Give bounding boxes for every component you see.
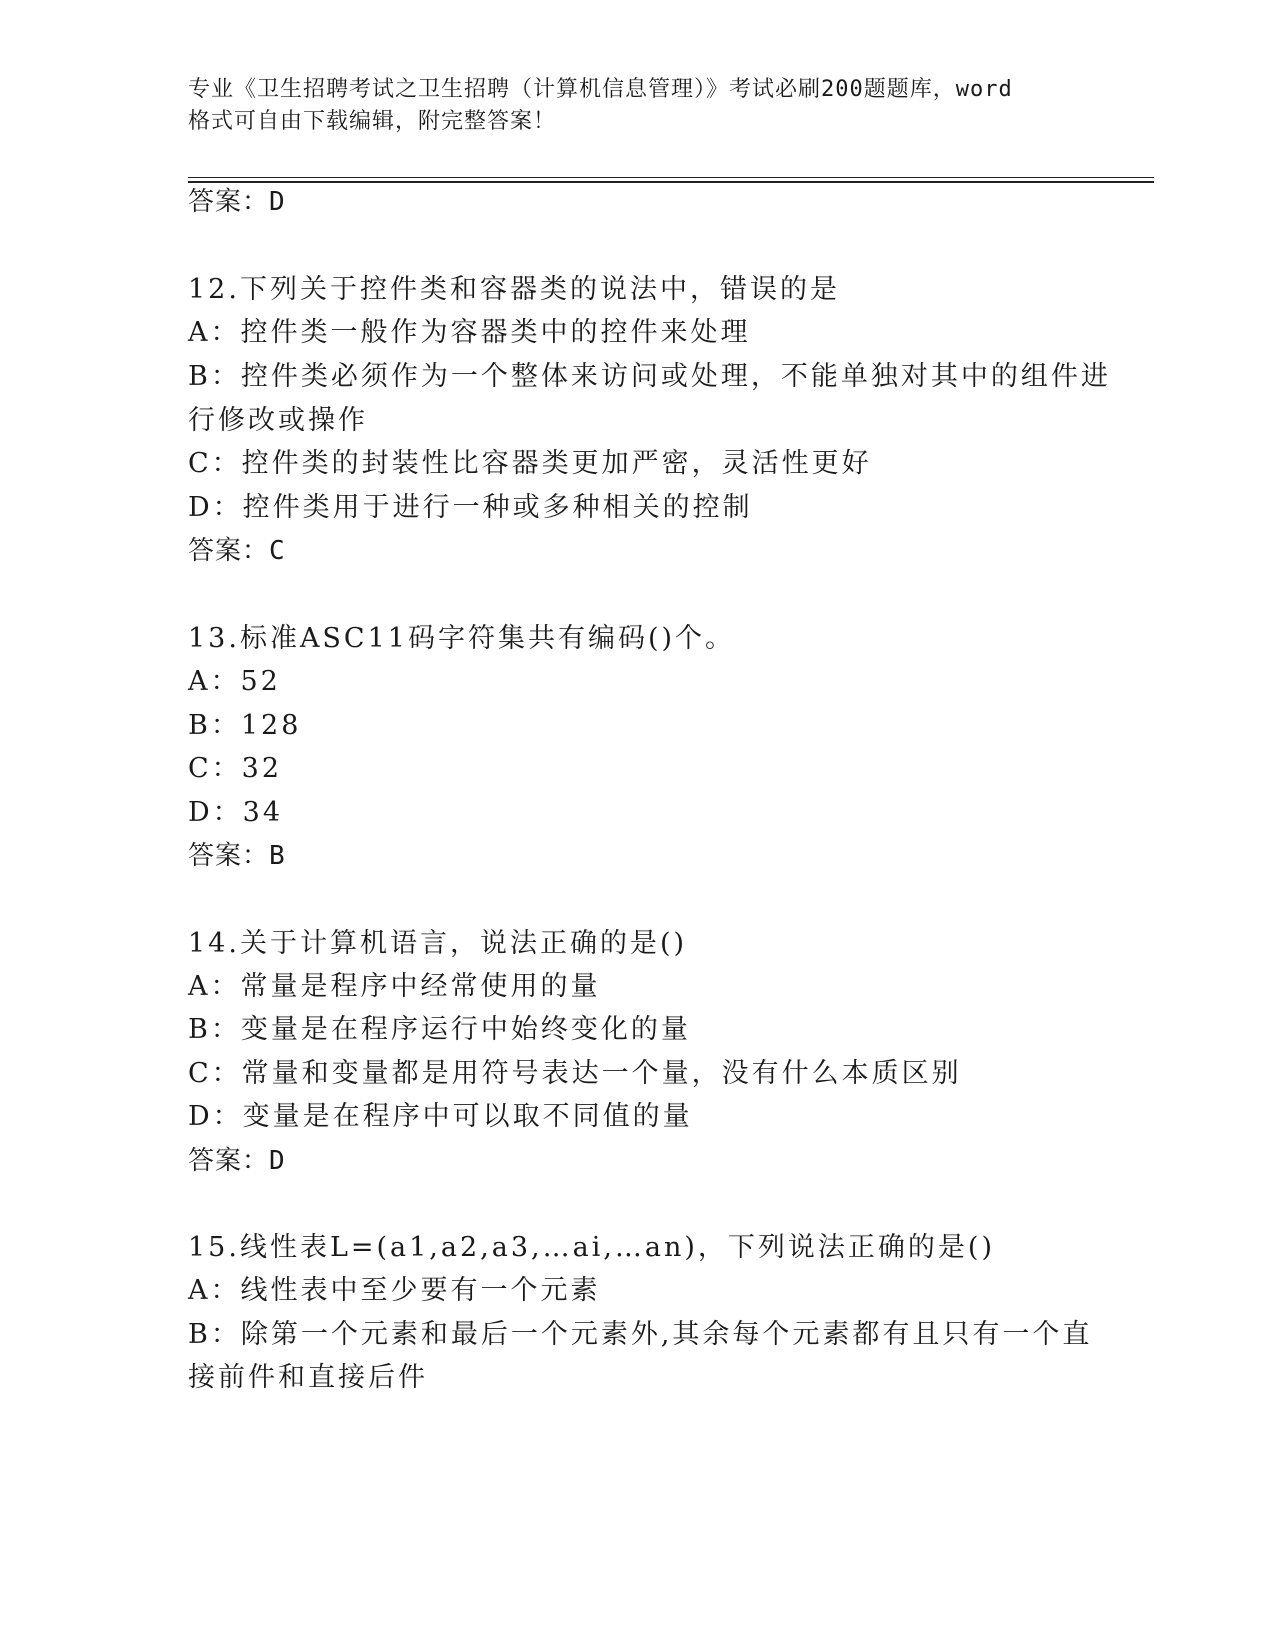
question-13-option-d: D：34 <box>188 797 284 828</box>
question-13-answer: 答案：B <box>188 841 286 871</box>
question-15-stem: 15.线性表L=(a1,a2,a3,…ai,…an)，下列说法正确的是() <box>188 1232 996 1263</box>
question-14-option-a: A：常量是程序中经常使用的量 <box>188 971 601 1002</box>
question-14-option-b: B：变量是在程序运行中始终变化的量 <box>188 1014 691 1045</box>
question-13-option-b: B：128 <box>188 710 302 741</box>
previous-answer: 答案：D <box>188 187 286 217</box>
header-divider-thin <box>188 177 1154 178</box>
question-12-option-b: B：控件类必须作为一个整体来访问或处理，不能单独对其中的组件进 <box>188 361 1111 392</box>
question-14-stem: 14.关于计算机语言，说法正确的是() <box>188 928 688 959</box>
question-12-option-c: C：控件类的封装性比容器类更加严密，灵活性更好 <box>188 448 872 479</box>
question-12-answer: 答案：C <box>188 536 286 566</box>
header-line-2: 格式可自由下载编辑，附完整答案！ <box>188 109 557 134</box>
question-15-option-a: A：线性表中至少要有一个元素 <box>188 1275 601 1306</box>
question-14-option-c: C：常量和变量都是用符号表达一个量，没有什么本质区别 <box>188 1058 962 1089</box>
question-12-option-a: A：控件类一般作为容器类中的控件来处理 <box>188 317 751 348</box>
question-13-option-c: C：32 <box>188 753 283 784</box>
header-line-1: 专业《卫生招聘考试之卫生招聘（计算机信息管理）》考试必刷200题题库，word <box>188 77 1013 102</box>
document-header <box>188 74 1088 138</box>
question-14-option-d: D：变量是在程序中可以取不同值的量 <box>188 1101 693 1132</box>
question-12-stem: 12.下列关于控件类和容器类的说法中，错误的是 <box>188 274 840 305</box>
header-divider-thick <box>188 181 1154 183</box>
question-13-option-a: A：52 <box>188 666 281 697</box>
question-12-option-d: D：控件类用于进行一种或多种相关的控制 <box>188 492 753 523</box>
question-12-option-b-cont: 行修改或操作 <box>188 405 368 436</box>
question-13-stem: 13.标准ASC11码字符集共有编码()个。 <box>188 623 736 654</box>
question-15-option-b: B：除第一个元素和最后一个元素外,其余每个元素都有且只有一个直 <box>188 1319 1093 1350</box>
question-14-answer: 答案：D <box>188 1146 286 1176</box>
question-15-option-b-cont: 接前件和直接后件 <box>188 1362 428 1393</box>
